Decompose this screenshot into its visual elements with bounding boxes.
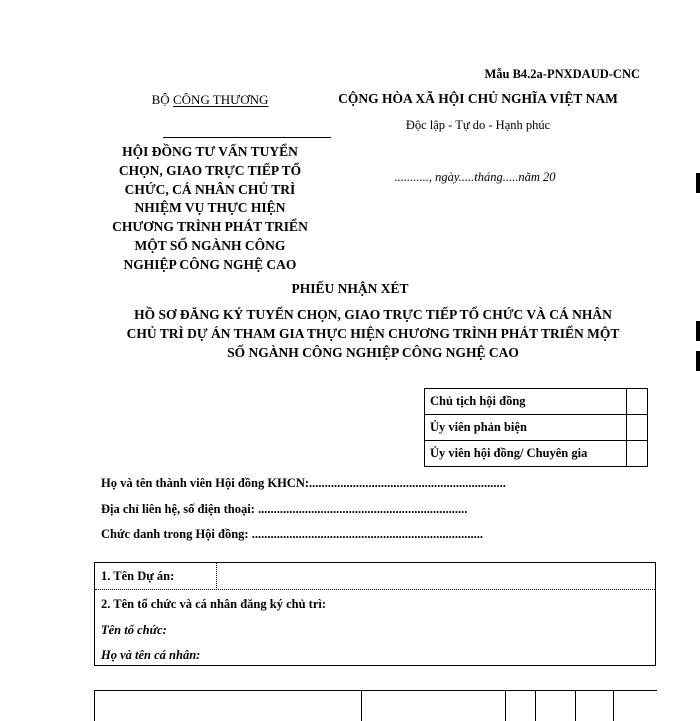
margin-mark xyxy=(696,321,700,341)
position-field[interactable]: Chức danh trong Hội đồng: .......................................................................... xyxy=(101,527,483,541)
project-name-label: 1. Tên Dự án: xyxy=(101,569,175,583)
role-checkbox[interactable] xyxy=(627,441,648,467)
role-row xyxy=(425,415,648,441)
role-label: Ủy viên hội đồng/ Chuyên gia xyxy=(425,441,627,467)
council-name-line: HỘI ĐỒNG TƯ VẤN TUYỂN xyxy=(122,144,298,159)
role-row xyxy=(425,441,648,467)
project-name-divider xyxy=(216,563,217,590)
table-column-divider xyxy=(535,691,536,721)
table-column-divider xyxy=(361,691,362,721)
role-row xyxy=(425,389,648,415)
ministry-prefix: BỘ xyxy=(151,92,173,107)
council-name-line: MỘT SỐ NGÀNH CÔNG xyxy=(134,237,286,253)
subtitle-line: HỒ SƠ ĐĂNG KÝ TUYỂN CHỌN, GIAO TRỰC TIẾP TỔ CHỨC VÀ CÁ NHÂN xyxy=(134,307,612,322)
council-name-line: CHỨC, CÁ NHÂN CHỦ TRÌ xyxy=(124,181,296,197)
person-name-label: Họ và tên cá nhân: xyxy=(101,648,201,662)
council-name xyxy=(94,143,326,275)
table-column-divider xyxy=(613,691,614,721)
role-label: Ủy viên phản biện xyxy=(425,415,627,441)
ministry-name-underlined: CÔNG THƯƠNG xyxy=(172,92,269,107)
header-divider xyxy=(163,137,331,138)
project-name-row xyxy=(95,563,655,590)
council-name-line: NGHIỆP CÔNG NGHỆ CAO xyxy=(123,256,297,272)
member-name-field[interactable]: Họ và tên thành viên Hội đồng KHCN:............................................................... xyxy=(101,476,506,490)
subtitle-line: CHỦ TRÌ DỰ ÁN THAM GIA THỰC HIỆN CHƯƠNG TRÌNH PHÁT TRIỂN MỘT xyxy=(126,326,620,341)
ministry-name xyxy=(130,92,290,108)
national-motto: Độc lập - Tự do - Hạnh phúc xyxy=(405,118,551,132)
role-table xyxy=(424,388,648,467)
org-section-label: 2. Tên tổ chức và cá nhân đăng ký chủ trì: xyxy=(101,597,327,611)
margin-mark xyxy=(696,173,700,193)
role-label: Chủ tịch hội đồng xyxy=(425,389,627,415)
document-title: PHIẾU NHẬN XÉT xyxy=(291,281,409,296)
council-name-line: CHỌN, GIAO TRỰC TIẾP TỔ xyxy=(118,162,302,178)
council-name-line: NHIỆM VỤ THỰC HIỆN xyxy=(134,200,286,216)
evaluation-table xyxy=(94,690,657,721)
margin-mark xyxy=(696,351,700,371)
table-column-divider xyxy=(505,691,506,721)
table-column-divider xyxy=(575,691,576,721)
document-subtitle xyxy=(98,305,648,362)
subtitle-line: SỐ NGÀNH CÔNG NGHIỆP CÔNG NGHỆ CAO xyxy=(227,345,519,360)
national-title: CỘNG HÒA XÃ HỘI CHỦ NGHĨA VIỆT NAM xyxy=(338,91,618,106)
role-checkbox[interactable] xyxy=(627,415,648,441)
project-info-box xyxy=(94,562,656,666)
council-name-line: CHƯƠNG TRÌNH PHÁT TRIỂN xyxy=(112,219,308,235)
contact-field[interactable]: Địa chỉ liên hệ, số điện thoại: ................................................................... xyxy=(101,502,468,516)
org-name-label: Tên tổ chức: xyxy=(101,623,167,637)
form-code: Mẫu B4.2a-PNXDAUD-CNC xyxy=(484,67,640,81)
date-line: ..........., ngày.....tháng.....năm 20 xyxy=(394,170,556,184)
role-checkbox[interactable] xyxy=(627,389,648,415)
